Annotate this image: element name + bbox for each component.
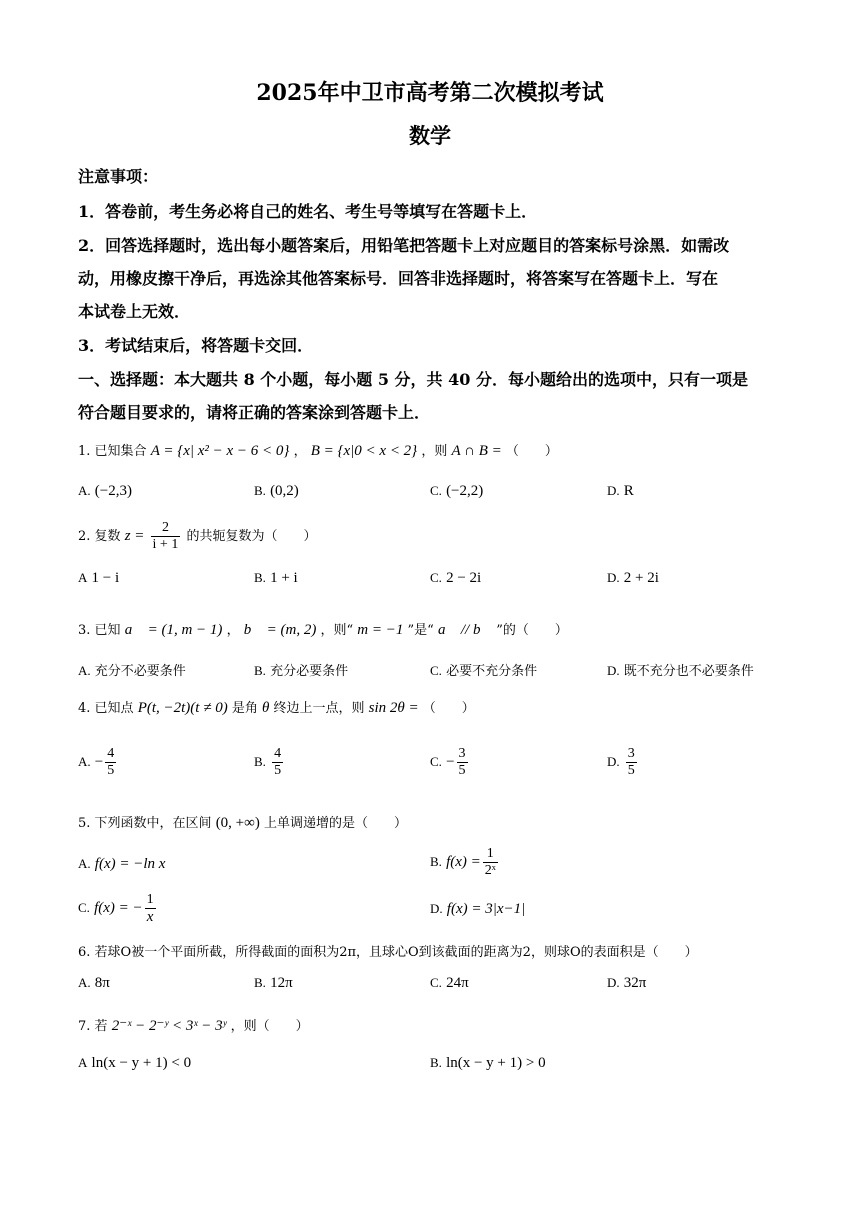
q4-option-b: B. $\frac{4}{5}$ <box>254 746 282 778</box>
q3-mid: ，则“ <box>320 623 354 638</box>
q3-option-d: D. 既不充分也不必要条件 <box>607 663 754 679</box>
q3-mid2: ”是“ <box>407 623 434 638</box>
question-4 <box>78 697 475 717</box>
q5-option-b: B. f(x) = $\frac{1}{\text{2ˣ}}$ <box>430 846 496 878</box>
q3-option-b: B. 充分必要条件 <box>254 663 349 679</box>
section-1-line-2: 符合题目要求的，请将正确的答案涂到答题卡上． <box>78 403 431 422</box>
q7-prefix: 7. 若 <box>78 1019 108 1034</box>
q2-option-a: A 1 − i <box>78 570 120 586</box>
q4-option-a: A. − $\frac{4}{5}$ <box>78 746 115 778</box>
notes-heading: 注意事项： <box>78 167 159 186</box>
note-item-2-line-2: 动，用橡皮擦干净后，再选涂其他答案标号．回答非选择题时，将答案写在答题卡上．写在 <box>78 269 719 288</box>
q7-suffix: ，则（ ） <box>230 1019 309 1034</box>
q7-option-a: A ln(x − y + 1) < 0 <box>78 1055 192 1071</box>
question-1 <box>78 440 558 460</box>
section-1-line-1: 一、选择题：本大题共 8 个小题，每小题 5 分，共 40 分．每小题给出的选项中，只有一项是 <box>78 370 748 389</box>
q3-vector-b: b⃗ = (m, 2) <box>243 622 317 638</box>
q1-option-b: B. (0,2) <box>254 483 299 499</box>
note-item-3: 3．考试结束后，将答题卡交回． <box>78 336 314 355</box>
q3-option-c: C. 必要不充分条件 <box>430 663 538 679</box>
q5-option-c: C. f(x) = − $\frac{1}{x}$ <box>78 892 154 925</box>
q5-interval: (0, +∞) <box>215 815 260 831</box>
q4-expr: sin 2θ = <box>368 700 419 716</box>
q5-option-d: D. f(x) = 3|x−1| <box>430 901 526 917</box>
q2-suffix: 的共轭复数为（ ） <box>186 529 317 544</box>
q3-prefix: 3. 已知 <box>78 623 121 638</box>
question-5 <box>78 812 407 832</box>
note-item-2-line-3: 本试卷上无效． <box>78 302 191 321</box>
q2-option-b: B. 1 + i <box>254 570 298 586</box>
q2-denominator: i + 1 <box>152 537 179 552</box>
q4-mid: 是角 <box>231 701 258 716</box>
q2-fraction <box>151 520 181 553</box>
q6-option-c: C. 24π <box>430 975 469 991</box>
q3-condition: m = −1 <box>357 622 404 638</box>
note-item-2-line-1: 2．回答选择题时，选出每小题答案后，用铅笔把答题卡上对应题目的答案标号涂黑．如需改 <box>78 236 730 255</box>
q3-parallel: a⃗ // b⃗ <box>437 622 493 638</box>
note-item-1: 1．答卷前，考生务必将自己的姓名、考生号等填写在答题卡上． <box>78 202 538 221</box>
q4-point: P(t, −2t)(t ≠ 0) <box>137 700 228 716</box>
q1-set-b: B = {x|0 < x < 2} <box>310 443 418 459</box>
q1-paren: （ ） <box>505 444 558 459</box>
question-7 <box>78 1015 309 1035</box>
q5-option-a: A. f(x) = −ln x <box>78 856 166 872</box>
question-3 <box>78 619 568 639</box>
q1-sep: ， <box>293 444 307 459</box>
q1-option-c: C. (−2,2) <box>430 483 484 499</box>
q2-numerator: 2 <box>151 520 181 537</box>
q2-prefix: 2. 复数 <box>78 529 121 544</box>
q5-suffix: 上单调递增的是（ ） <box>263 816 407 831</box>
q1-prefix: 1. 已知集合 <box>78 444 147 459</box>
q4-mid2: 终边上一点，则 <box>273 701 365 716</box>
q7-option-b: B. ln(x − y + 1) > 0 <box>430 1055 546 1071</box>
q6-option-b: B. 12π <box>254 975 293 991</box>
q7-condition: 2⁻ˣ − 2⁻ʸ < 3ˣ − 3ʸ <box>111 1018 227 1034</box>
exam-subject: 数学 <box>409 123 451 148</box>
q4-option-c: C. − $\frac{3}{5}$ <box>430 746 466 778</box>
q1-option-a: A. (−2,3) <box>78 483 132 499</box>
exam-title: 2025年中卫市高考第二次模拟考试 <box>256 80 604 106</box>
question-6: 6. 若球O被一个平面所截，所得截面的面积为2π，且球心O到该截面的距离为2，则球O的表面积是（ ） <box>78 945 698 960</box>
q1-set-a: A = {x| x² − x − 6 < 0} <box>150 443 290 459</box>
question-2 <box>78 520 317 553</box>
q3-sep: ， <box>226 623 240 638</box>
q1-expr: A ∩ B = <box>451 443 502 459</box>
q6-option-d: D. 32π <box>607 975 647 991</box>
q2-option-d: D. 2 + 2i <box>607 570 659 586</box>
q6-option-a: A. 8π <box>78 975 110 991</box>
q3-suffix: ”的（ ） <box>496 623 568 638</box>
q3-option-a: A. 充分不必要条件 <box>78 663 186 679</box>
q1-mid: ，则 <box>421 444 448 459</box>
q3-vector-a: a⃗ = (1, m − 1) <box>124 622 223 638</box>
q1-option-d: D. R <box>607 483 634 499</box>
q4-paren: （ ） <box>422 701 475 716</box>
q5-prefix: 5. 下列函数中，在区间 <box>78 816 212 831</box>
q4-option-d: D. $\frac{3}{5}$ <box>607 746 635 778</box>
q4-theta: θ <box>261 700 270 716</box>
q2-option-c: C. 2 − 2i <box>430 570 482 586</box>
q2-lhs: z = <box>124 528 145 544</box>
q4-prefix: 4. 已知点 <box>78 701 134 716</box>
